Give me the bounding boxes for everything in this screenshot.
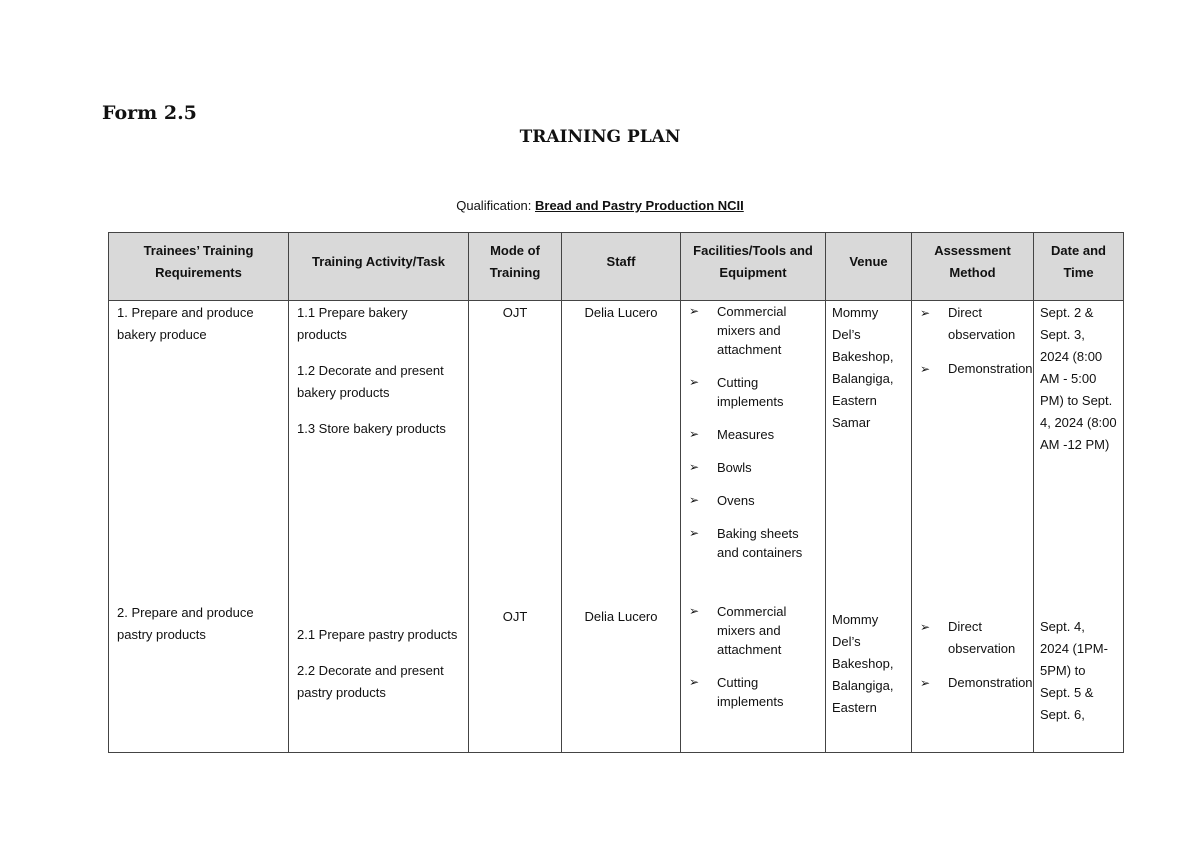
arrow-bullet-icon: ➢ — [920, 362, 931, 376]
facility-item — [689, 302, 821, 359]
col-header-staff: Staff — [562, 233, 681, 301]
facility-text: Cutting implements — [717, 375, 784, 409]
facility-item — [689, 524, 821, 562]
facility-item — [689, 602, 821, 659]
assessment-item — [920, 358, 1033, 380]
activity-item: 1.1 Prepare bakery products — [297, 305, 408, 342]
staff-text: Delia Lucero — [584, 305, 658, 320]
assessment-text: Direct observation — [948, 305, 1016, 342]
requirement-text: 1. Prepare and produce bakery produce — [117, 305, 254, 342]
venue-cell — [826, 301, 912, 603]
table-row — [109, 301, 1124, 603]
facility-text: Ovens — [717, 493, 755, 508]
date-time-text: Sept. 4, 2024 (1PM-5PM) to Sept. 5 & Sept. 6, — [1040, 619, 1108, 722]
date-time-text: Sept. 2 & Sept. 3, 2024 (8:00 AM - 5:00 PM) to Sept. 4, 2024 (8:00 AM -12 PM) — [1040, 305, 1117, 452]
qualification-label: Qualification: — [456, 198, 535, 213]
arrow-bullet-icon: ➢ — [689, 460, 700, 474]
staff-cell — [562, 602, 681, 753]
assessment-cell — [912, 301, 1034, 603]
table-header-row — [109, 233, 1124, 301]
facility-item — [689, 673, 821, 711]
requirement-cell — [109, 602, 289, 753]
assessment-text: Demonstration — [948, 675, 1033, 690]
facility-item — [689, 491, 821, 510]
requirement-cell — [109, 301, 289, 603]
col-header-requirements: Trainees’ Training Requirements — [109, 233, 289, 301]
activity-item: 2.1 Prepare pastry products — [297, 627, 458, 642]
assessment-text: Demonstration — [948, 361, 1033, 376]
facility-item — [689, 373, 821, 411]
arrow-bullet-icon: ➢ — [920, 620, 931, 634]
qualification-value: Bread and Pastry Production NCII — [535, 198, 744, 213]
arrow-bullet-icon: ➢ — [689, 493, 700, 507]
col-header-activity: Training Activity/Task — [289, 233, 469, 301]
assessment-cell — [912, 602, 1034, 753]
facility-text: Measures — [717, 427, 775, 442]
col-header-date-time: Date and Time — [1034, 233, 1124, 301]
assessment-item — [920, 302, 1029, 346]
mode-cell — [469, 301, 562, 603]
mode-text: OJT — [502, 609, 528, 624]
col-header-venue: Venue — [826, 233, 912, 301]
arrow-bullet-icon: ➢ — [689, 427, 700, 441]
assessment-item — [920, 672, 1033, 694]
arrow-bullet-icon: ➢ — [689, 604, 700, 618]
mode-text: OJT — [502, 305, 528, 320]
table-row — [109, 602, 1124, 753]
facilities-cell — [681, 602, 826, 753]
date-time-cell — [1034, 602, 1124, 753]
venue-cell — [826, 602, 912, 753]
mode-cell — [469, 602, 562, 753]
qualification-line — [0, 198, 1200, 213]
arrow-bullet-icon: ➢ — [920, 306, 931, 320]
staff-text: Delia Lucero — [584, 609, 658, 624]
facility-text: Commercial mixers and attachment — [717, 604, 787, 657]
facility-text: Bowls — [717, 460, 752, 475]
activity-cell — [289, 602, 469, 753]
activity-cell — [289, 301, 469, 603]
arrow-bullet-icon: ➢ — [689, 675, 700, 689]
training-plan-table — [108, 232, 1124, 753]
col-header-mode: Mode of Training — [469, 233, 562, 301]
date-time-cell — [1034, 301, 1124, 603]
activity-item: 1.2 Decorate and present bakery products — [297, 363, 444, 400]
facility-text: Commercial mixers and attachment — [717, 304, 787, 357]
page-title — [0, 127, 1200, 147]
col-header-assessment: Assessment Method — [912, 233, 1034, 301]
arrow-bullet-icon: ➢ — [689, 526, 700, 540]
arrow-bullet-icon: ➢ — [920, 676, 931, 690]
arrow-bullet-icon: ➢ — [689, 375, 700, 389]
facility-item — [689, 458, 821, 477]
activity-item: 1.3 Store bakery products — [297, 421, 446, 436]
facility-text: Cutting implements — [717, 675, 784, 709]
title-text: TRAINING PLAN — [519, 127, 681, 147]
staff-cell — [562, 301, 681, 603]
facility-item — [689, 425, 821, 444]
col-header-facilities: Facilities/Tools and Equipment — [681, 233, 826, 301]
facilities-cell — [681, 301, 826, 603]
venue-text: Mommy Del’s Bakeshop, Balangiga, Eastern Samar — [832, 305, 894, 430]
facility-text: Baking sheets and containers — [717, 526, 803, 560]
requirement-text: 2. Prepare and produce pastry products — [117, 605, 254, 642]
assessment-item — [920, 616, 1029, 660]
form-number: Form 2.5 — [102, 102, 197, 124]
activity-item: 2.2 Decorate and present pastry products — [297, 663, 444, 700]
venue-text: Mommy Del’s Bakeshop, Balangiga, Eastern — [832, 612, 894, 715]
arrow-bullet-icon: ➢ — [689, 304, 700, 318]
assessment-text: Direct observation — [948, 619, 1016, 656]
